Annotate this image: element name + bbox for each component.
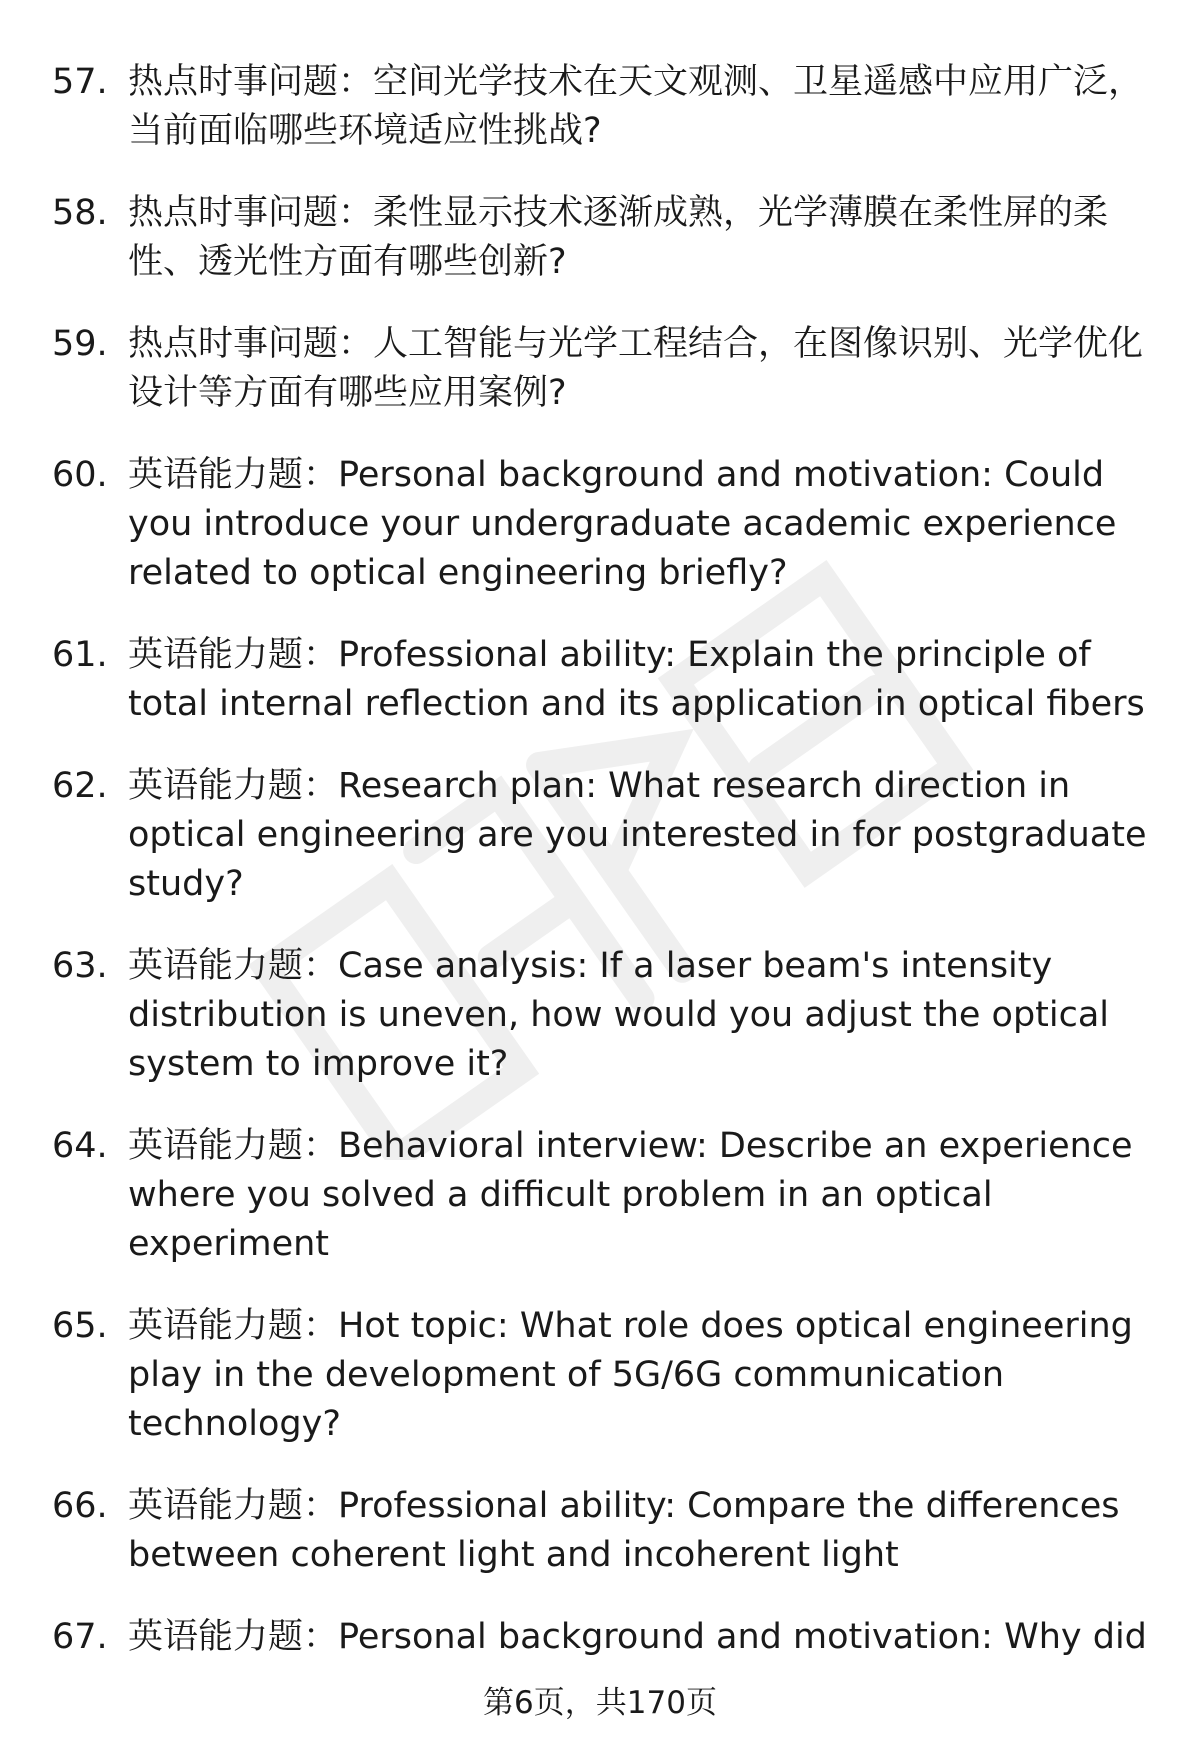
list-item: [52, 1302, 1152, 1449]
list-item: [52, 189, 1152, 287]
list-item: [52, 1613, 1152, 1662]
list-item: [52, 320, 1152, 418]
item-number: 63.: [52, 946, 108, 986]
item-text: 英语能力题：Personal background and motivation: Why did: [128, 1617, 1147, 1657]
item-text: 热点时事问题：空间光学技术在天文观测、卫星遥感中应用广泛，当前面临哪些环境适应性挑战?: [128, 62, 1144, 151]
item-text: 英语能力题：Personal background and motivation: Could you introduce your undergraduate academic experience related to optical engineering briefly?: [128, 455, 1117, 593]
item-text: 热点时事问题：柔性显示技术逐渐成熟，光学薄膜在柔性屏的柔性、透光性方面有哪些创新?: [128, 193, 1109, 282]
list-item: [52, 631, 1152, 729]
question-list: [52, 58, 1152, 1695]
item-text: 英语能力题：Professional ability: Compare the differences between coherent light and incoherent light: [128, 1486, 1120, 1575]
item-text: 英语能力题：Behavioral interview: Describe an experience where you solved a difficult problem in an optical experiment: [128, 1126, 1133, 1264]
item-number: 65.: [52, 1306, 108, 1346]
item-text: 英语能力题：Hot topic: What role does optical engineering play in the development of 5G/6G communication technology?: [128, 1306, 1133, 1444]
list-item: [52, 58, 1152, 156]
item-text: 英语能力题：Case analysis: If a laser beam's intensity distribution is uneven, how would you adjust the optical system to improve it?: [128, 946, 1110, 1084]
item-number: 57.: [52, 62, 108, 102]
item-number: 62.: [52, 766, 108, 806]
list-item: [52, 451, 1152, 598]
item-number: 60.: [52, 455, 108, 495]
list-item: [52, 942, 1152, 1089]
item-number: 58.: [52, 193, 108, 233]
list-item: [52, 1122, 1152, 1269]
item-number: 59.: [52, 324, 108, 364]
item-text: 英语能力题：Professional ability: Explain the principle of total internal reflection and its application in optical fibers: [128, 635, 1145, 724]
item-text: 英语能力题：Research plan: What research direction in optical engineering are you interested in for postgraduate study?: [128, 766, 1147, 904]
list-item: [52, 762, 1152, 909]
item-number: 61.: [52, 635, 108, 675]
item-text: 热点时事问题：人工智能与光学工程结合，在图像识别、光学优化设计等方面有哪些应用案例?: [128, 324, 1144, 413]
item-number: 66.: [52, 1486, 108, 1526]
item-number: 67.: [52, 1617, 108, 1657]
list-item: [52, 1482, 1152, 1580]
page-number-footer: 第6页，共170页: [483, 1685, 717, 1721]
item-number: 64.: [52, 1126, 108, 1166]
